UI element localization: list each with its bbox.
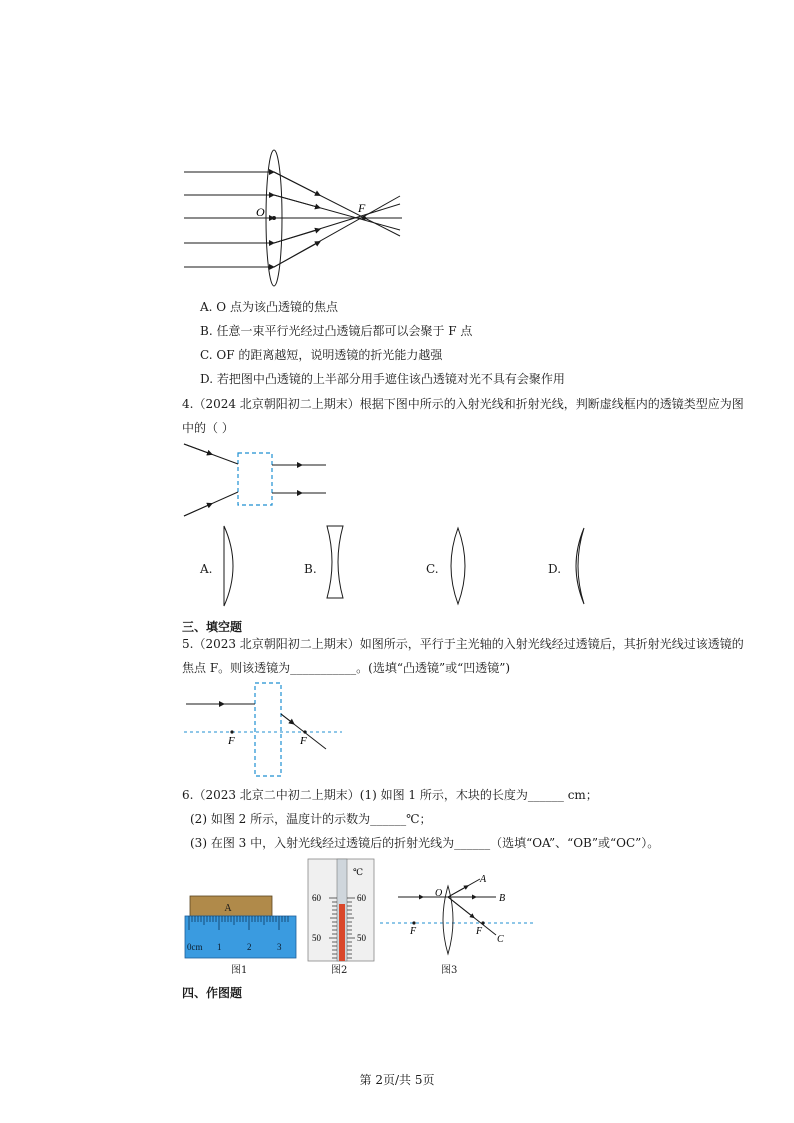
q4-choice-d-label: D. <box>548 562 562 576</box>
block-label: A <box>224 903 232 914</box>
label-f: F <box>358 201 366 215</box>
tick-50-right: 50 <box>357 933 366 943</box>
tick-50-left: 50 <box>312 933 321 943</box>
q5-question-line1: 5.（2023 北京朝阳初二上期末）如图所示，平行于主光轴的入射光线经过透镜后，其折射光线过该透镜的 <box>182 637 744 651</box>
ruler-label-1: 1 <box>217 942 222 952</box>
q3-option-a: A. O 点为该凸透镜的焦点 <box>200 300 338 314</box>
q4-choice-b-label: B. <box>304 562 317 576</box>
label-f-right: F <box>300 735 307 747</box>
mercury-column <box>339 904 345 961</box>
label-a: A <box>480 874 487 885</box>
fig3-lens-diagram <box>378 870 536 960</box>
q6-question-line3: (3) 在图 3 中，入射光线经过透镜后的折射光线为______（选填“OA”、“OB”或“OC”）。 <box>190 836 660 850</box>
section-3-title: 三、填空题 <box>182 620 243 634</box>
q3-option-c: C. OF 的距离越短，说明透镜的折光能力越强 <box>200 348 443 362</box>
q4-ray-diagram <box>180 440 330 520</box>
q4-choice-c-label: C. <box>426 562 439 576</box>
q4-lens-d-meniscus <box>566 526 592 606</box>
q4-question-line1: 4.（2024 北京朝阳初二上期末）根据下图中所示的入射光线和折射光线，判断虚线框内的透镜类型应为图 <box>182 397 744 411</box>
label-f-left: F <box>228 735 235 747</box>
fig2-thermometer <box>307 858 375 962</box>
tick-60-right: 60 <box>357 893 366 903</box>
fig1-ruler-block <box>184 894 298 962</box>
label-b: B <box>499 893 506 904</box>
dashed-lens-box <box>255 683 281 776</box>
page-footer: 第 2页/共 5页 <box>359 1073 435 1087</box>
q4-lens-b-biconcave <box>320 524 350 600</box>
tick-60-left: 60 <box>312 893 321 903</box>
ruler-label-3: 3 <box>277 942 282 952</box>
label-f-right: F <box>476 926 483 937</box>
q5-question-line2: 焦点 F。则该透镜为___________。(选填“凸透镜”或“凹透镜”) <box>182 661 511 675</box>
label-c: C <box>497 934 504 945</box>
dashed-lens-box <box>238 453 272 505</box>
q5-ray-diagram <box>180 680 346 780</box>
ruler-label-2: 2 <box>247 942 252 952</box>
q3-option-b: B. 任意一束平行光经过凸透镜后都可以会聚于 F 点 <box>200 324 473 338</box>
fig3-caption: 图3 <box>441 965 458 976</box>
q6-question-line2: (2) 如图 2 所示，温度计的示数为______℃； <box>190 812 432 826</box>
label-o: O <box>256 205 265 219</box>
fig2-caption: 图2 <box>331 965 348 976</box>
q4-lens-a-plano-convex <box>216 524 240 608</box>
q4-question-line2: 中的（ ） <box>182 421 234 435</box>
label-f-left: F <box>410 926 417 937</box>
q4-lens-c-biconvex <box>446 526 470 606</box>
q3-option-d: D. 若把图中凸透镜的上半部分用手遮住该凸透镜对光不具有会聚作用 <box>200 372 565 386</box>
section-4-title: 四、作图题 <box>182 986 243 1000</box>
convex-lens-focus-diagram <box>180 148 410 288</box>
q4-choice-a-label: A. <box>200 562 213 576</box>
fig3-convex-lens <box>443 886 453 954</box>
q6-question-line1: 6.（2023 北京二中初二上期末）(1) 如图 1 所示，木块的长度为______ cm； <box>182 788 598 802</box>
ruler-label-0: 0cm <box>187 942 203 952</box>
label-o: O <box>435 888 443 899</box>
fig1-caption: 图1 <box>231 965 248 976</box>
thermometer-unit: ℃ <box>353 867 364 877</box>
